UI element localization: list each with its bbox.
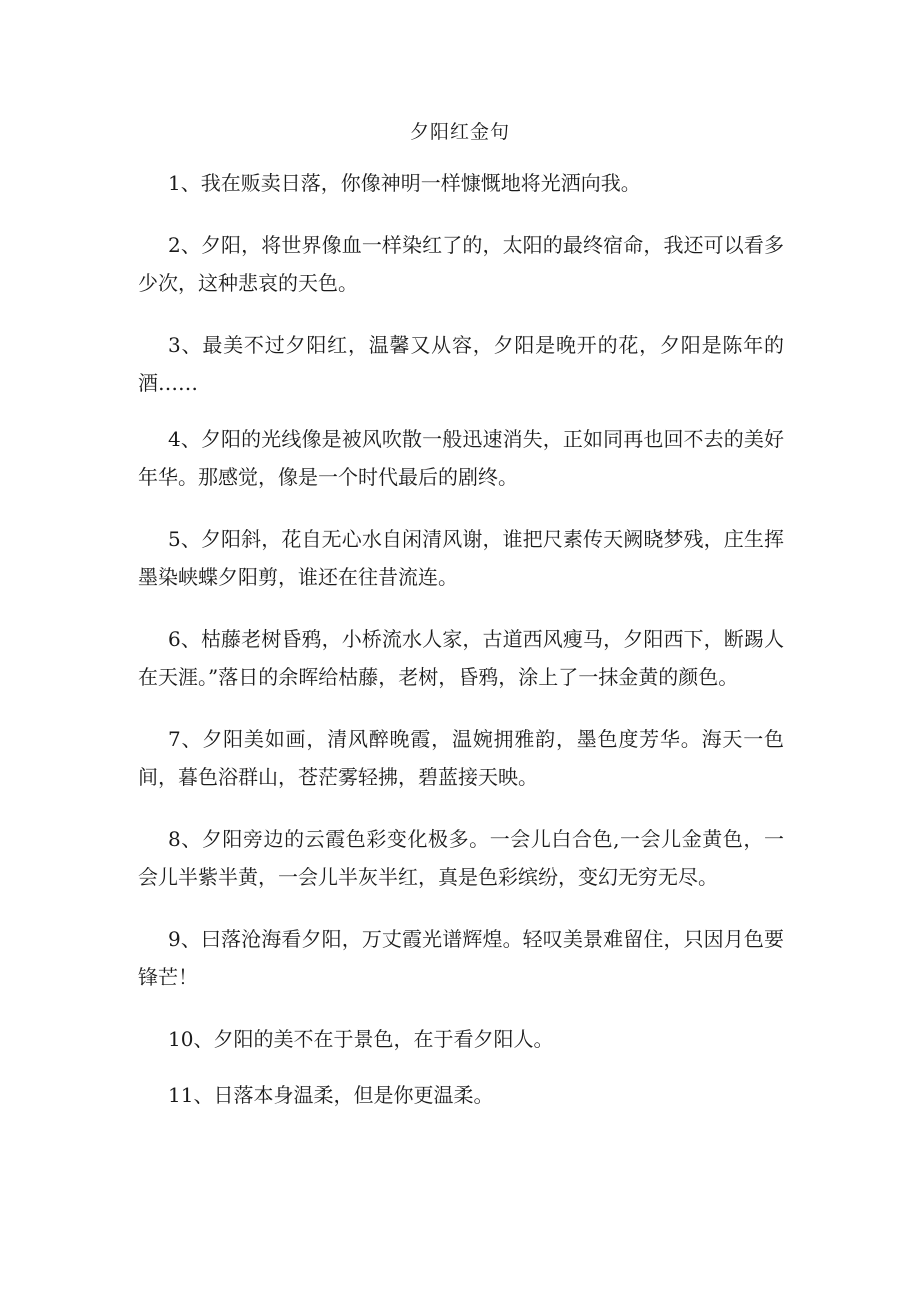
- quote-item-1: 1、我在贩卖日落，你像神明一样慷慨地将光洒向我。: [168, 171, 641, 195]
- quote-item-9: 9、曰落沧海看夕阳，万丈霞光谱辉煌。轻叹美景难留住，只因月色要锋芒！: [138, 927, 784, 989]
- document-title: 夕阳红金句: [409, 121, 510, 143]
- quote-list: [138, 164, 784, 1138]
- quote-item-4: 4、夕阳的光线像是被风吹散一般迅速消失，正如同再也回不去的美好年华。那感觉，像是一个时代最后的剧终。: [138, 427, 784, 489]
- quote-item-2: 2、夕阳，将世界像血一样染红了的，太阳的最终宿命，我还可以看多少次，这种悲哀的天色。: [138, 233, 784, 295]
- quote-item-5: 5、夕阳斜，花自无心水自闲清风谢，谁把尺素传天阙晓梦残，庄生挥墨染峡蝶夕阳剪，谁还在往昔流连。: [138, 527, 784, 589]
- quote-item-3: 3、最美不过夕阳红，温馨又从容，夕阳是晚开的花，夕阳是陈年的酒……: [138, 333, 784, 395]
- quote-item-8: 8、夕阳旁边的云霞色彩变化极多。一会儿白合色,一会儿金黄色，一会儿半紫半黄，一会儿半灰半红，真是色彩缤纷，变幻无穷无尽。: [138, 827, 784, 889]
- quote-item-6: 6、枯藤老树昏鸦，小桥流水人家，古道西风瘦马，夕阳西下，断踢人在天涯。”落日的余晖给枯藤，老树，昏鸦，涂上了一抹金黄的颜色。: [138, 627, 784, 689]
- quote-item-7: 7、夕阳美如画，清风醉晚霞，温婉拥雅韵，墨色度芳华。海天一色间，暮色浴群山，苍茫雾轻拂，碧蓝接天映。: [138, 727, 784, 789]
- quote-item-10: 10、夕阳的美不在于景色，在于看夕阳人。: [168, 1027, 554, 1051]
- quote-item-11: 11、日落本身温柔，但是你更温柔。: [168, 1083, 494, 1107]
